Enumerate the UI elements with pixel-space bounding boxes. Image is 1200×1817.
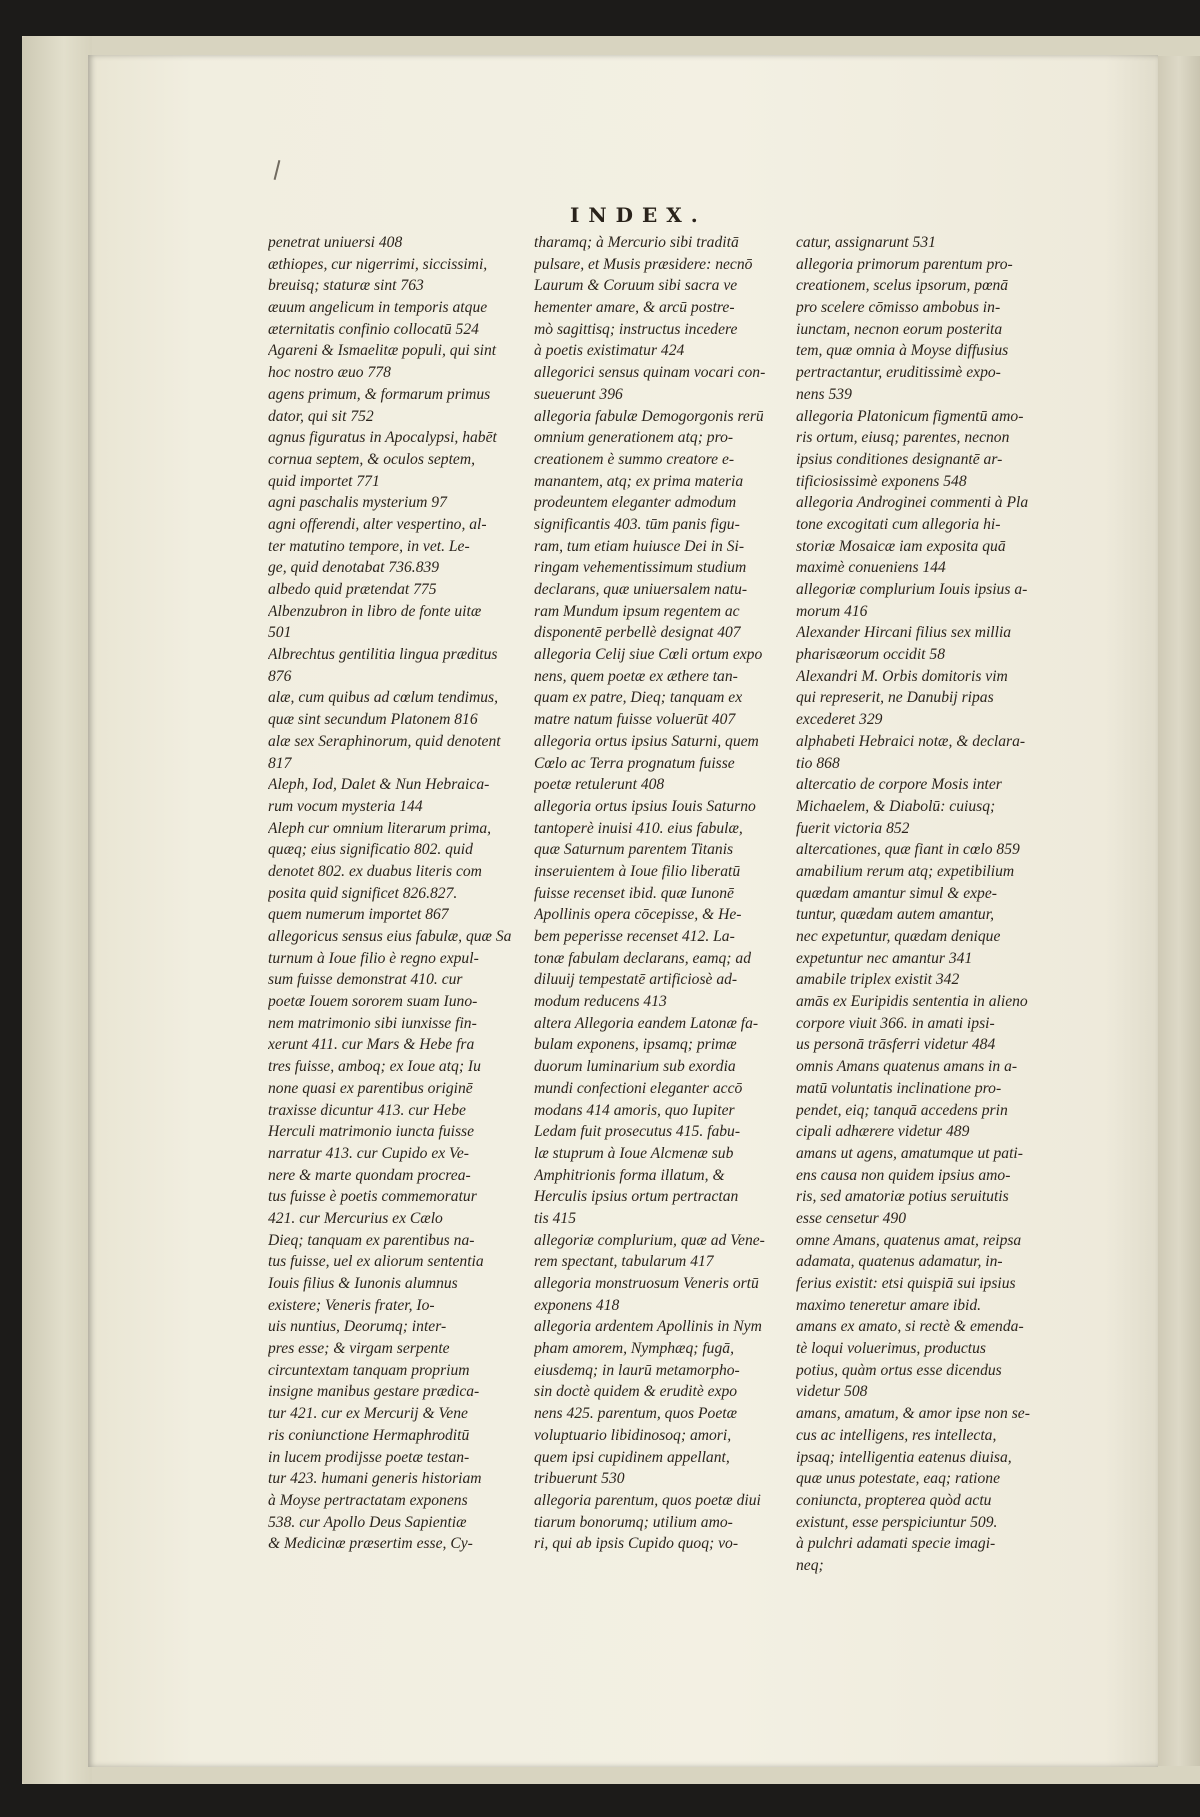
index-line: ringam vehementissimum studium — [534, 559, 747, 577]
index-line: quid importet 771 — [268, 472, 380, 490]
index-line: altercationes, quæ fiant in cœlo 859 — [796, 841, 1020, 859]
index-line: ferius existit: etsi quispiā sui ipsius — [796, 1275, 1016, 1292]
index-line: mò sagittisq; instructus incedere — [534, 320, 738, 338]
index-line: Agareni & Ismaelitæ populi, qui sint — [268, 342, 497, 360]
index-line: pulsare, et Musis præsidere: necnō — [534, 255, 753, 273]
index-line: existunt, esse perspiciuntur 509. — [796, 1513, 998, 1531]
index-line: quem ipsi cupidinem appellant, — [534, 1448, 730, 1466]
index-line: pham amorem, Nymphæq; fugā, — [534, 1340, 734, 1358]
index-line: allegoricus sensus eius fabulæ, quæ Sa — [268, 928, 512, 945]
index-line: modans 414 amoris, quo Iupiter — [534, 1101, 735, 1119]
index-line: Alexander Hircani filius sex millia — [796, 624, 1012, 642]
index-line: tus fuisse è poetis commemoratur — [268, 1188, 477, 1206]
index-line: inseruientem à Ioue filio liberatū — [534, 862, 741, 880]
index-line: poetæ retulerunt 408 — [534, 776, 665, 794]
index-line: maximo teneretur amare ibid. — [796, 1296, 982, 1314]
index-line: allegoria primorum parentum pro- — [796, 255, 1013, 273]
index-line: nere & marte quondam procrea- — [268, 1166, 471, 1184]
index-line: exponens 418 — [534, 1296, 620, 1314]
index-line: denotet 802. ex duabus literis com — [268, 862, 482, 880]
index-line: penetrat uniuersi 408 — [268, 234, 403, 251]
index-line: xerunt 411. cur Mars & Hebe fra — [268, 1036, 475, 1054]
index-line: agni offerendi, alter vespertino, al- — [268, 515, 487, 533]
index-line: significantis 403. tūm panis figu- — [534, 515, 740, 533]
index-line: breuisq; staturæ sint 763 — [268, 277, 424, 295]
index-line: 817 — [268, 754, 292, 772]
index-line: tis 415 — [534, 1209, 577, 1227]
index-line: bulam exponens, ipsamq; primæ — [534, 1036, 737, 1054]
facing-page-edge — [1158, 56, 1200, 1766]
index-line: allegoria ardentem Apollinis in Nym — [534, 1318, 762, 1336]
index-line: sum fuisse demonstrat 410. cur — [268, 971, 463, 989]
index-line: ter matutino tempore, in vet. Le- — [268, 537, 470, 555]
index-line: alæ, cum quibus ad cœlum tendimus, — [268, 689, 499, 707]
index-line: nens, quem poetæ ex æthere tan- — [534, 667, 738, 685]
index-line: æuum angelicum in temporis atque — [268, 299, 488, 317]
index-line: traxisse dicuntur 413. cur Hebe — [268, 1101, 466, 1119]
index-line: nens 425. parentum, quos Poetæ — [534, 1405, 737, 1423]
index-line: qui represerit, ne Danubij ripas — [796, 689, 994, 707]
index-column-middle — [534, 232, 780, 1555]
index-line: disponentē perbellè designat 407 — [534, 624, 741, 642]
index-line: læ stuprum à Ioue Alcmenæ sub — [534, 1144, 734, 1162]
index-line: albedo quid prætendat 775 — [268, 581, 437, 598]
index-line: esse censetur 490 — [796, 1209, 906, 1227]
index-line: creationem è summo creatore e- — [534, 450, 735, 468]
index-line: tur 423. humani generis historiam — [268, 1470, 482, 1488]
index-line: tribuerunt 530 — [534, 1470, 625, 1488]
index-line: tus fuisse, uel ex aliorum sententia — [268, 1253, 484, 1271]
index-line: allegoria ortus ipsius Iouis Saturno — [534, 797, 756, 815]
index-line: ri, qui ab ipsis Cupido quoq; vo- — [534, 1535, 739, 1553]
index-line: Iouis filius & Iunonis alumnus — [268, 1275, 458, 1292]
index-line: agni paschalis mysterium 97 — [268, 494, 447, 512]
index-line: hementer amare, & arcū postre- — [534, 299, 735, 317]
index-line: Albrechtus gentilitia lingua præditus — [268, 646, 498, 664]
index-line: Apollinis opera cōcepisse, & He- — [534, 906, 742, 924]
index-line: sueuerunt 396 — [534, 385, 623, 403]
index-line: Cœlo ac Terra prognatum fuisse — [534, 754, 735, 772]
index-line: matū voluntatis inclinatione pro- — [796, 1079, 1002, 1097]
index-line: bem peperisse recenset 412. La- — [534, 928, 735, 945]
index-line: circuntextam tanquam proprium — [268, 1361, 470, 1379]
index-line: sin doctè quidem & eruditè expo — [534, 1383, 738, 1401]
index-line: quæ sint secundum Platonem 816 — [268, 711, 478, 729]
index-line: uis nuntius, Deorumq; inter- — [268, 1318, 447, 1336]
index-line: à poetis existimatur 424 — [534, 342, 685, 360]
index-column-right — [796, 232, 1044, 1577]
index-line: voluptuario libidinosoq; amori, — [534, 1426, 732, 1444]
index-line: prodeuntem eleganter admodum — [534, 494, 737, 512]
index-line: Aleph, Iod, Dalet & Nun Hebraica- — [268, 776, 490, 794]
index-line: fuerit victoria 852 — [796, 819, 910, 837]
index-line: diluuij tempestatē artificiosè ad- — [534, 971, 738, 989]
index-line: pertractantur, eruditissimè expo- — [796, 364, 1001, 382]
index-line: ris, sed amatoriæ potius seruitutis — [796, 1188, 1009, 1206]
index-line: 501 — [268, 624, 292, 642]
index-line: altercatio de corpore Mosis inter — [796, 776, 1002, 794]
index-line: ram Mundum ipsum regentem ac — [534, 602, 740, 620]
index-line: neq; — [796, 1556, 824, 1574]
index-line: agnus figuratus in Apocalypsi, habēt — [268, 429, 497, 447]
index-line: Dieq; tanquam ex parentibus na- — [268, 1231, 475, 1249]
index-line: pendet, eiq; tanquā accedens prin — [796, 1101, 1008, 1119]
index-line: nens 539 — [796, 385, 852, 403]
index-line: pharisæorum occidit 58 — [796, 646, 946, 664]
index-line: allegoriæ complurium, quæ ad Vene- — [534, 1231, 765, 1249]
index-line: tantoperè inuisi 410. eius fabulæ, — [534, 819, 743, 837]
index-line: ram, tum etiam huiusce Dei in Si- — [534, 537, 745, 555]
index-line: maximè conueniens 144 — [796, 559, 946, 577]
index-line: tone excogitati cum allegoria hi- — [796, 515, 1001, 533]
index-line: tio 868 — [796, 754, 840, 772]
index-line: tiarum bonorumq; utilium amo- — [534, 1513, 733, 1531]
index-line: tè loqui voluerimus, productus — [796, 1340, 986, 1358]
index-line: amans ex amato, si rectè & emenda- — [796, 1318, 1024, 1336]
index-line: allegoria monstruosum Veneris ortū — [534, 1275, 759, 1292]
index-line: amans, amatum, & amor ipse non se- — [796, 1405, 1030, 1423]
index-line: hoc nostro æuo 778 — [268, 364, 391, 382]
index-line: fuisse recenset ibid. quæ Iunonē — [534, 884, 734, 902]
index-line: matre natum fuisse voluerūt 407 — [534, 711, 736, 729]
index-line: tuntur, quædam autem amantur, — [796, 906, 994, 924]
index-line: nec expetuntur, quædam denique — [796, 928, 1001, 945]
index-line: agens primum, & formarum primus — [268, 385, 491, 403]
index-line: adamata, quatenus adamatur, in- — [796, 1253, 1003, 1271]
index-line: allegoria fabulæ Demogorgonis rerū — [534, 407, 764, 425]
index-line: posita quid significet 826.827. — [268, 884, 458, 902]
index-line: narratur 413. cur Cupido ex Ve- — [268, 1144, 469, 1162]
index-line: quæ unus potestate, eaq; ratione — [796, 1470, 1000, 1488]
index-line: Herculi matrimonio iuncta fuisse — [268, 1123, 475, 1141]
index-line: quem numerum importet 867 — [268, 906, 449, 924]
index-line: none quasi ex parentibus originē — [268, 1079, 473, 1097]
index-line: morum 416 — [796, 602, 868, 620]
index-line: corpore viuit 366. in amati ipsi- — [796, 1014, 995, 1032]
index-line: amabilium rerum atq; expetibilium — [796, 862, 1015, 880]
index-line: omnis Amans quatenus amans in a- — [796, 1058, 1018, 1076]
page-header: INDEX. — [570, 203, 707, 227]
index-line: cipali adhærere videtur 489 — [796, 1123, 970, 1141]
index-line: duorum luminarium sub exordia — [534, 1058, 736, 1076]
index-line: æthiopes, cur nigerrimi, siccissimi, — [268, 255, 488, 273]
index-line: altera Allegoria eandem Latonæ fa- — [534, 1014, 759, 1032]
index-line: ge, quid denotabat 736.839 — [268, 559, 440, 577]
index-line: Amphitrionis forma illatum, & — [534, 1166, 725, 1184]
index-line: mundi confectioni eleganter accō — [534, 1079, 743, 1097]
index-line: coniuncta, propterea quòd actu — [796, 1491, 992, 1509]
index-line: & Medicinæ præsertim esse, Cy- — [268, 1535, 473, 1553]
index-line: ris ortum, eiusq; parentes, necnon — [796, 429, 1010, 447]
index-line: alæ sex Seraphinorum, quid denotent — [268, 732, 501, 750]
index-line: allegoria ortus ipsius Saturni, quem — [534, 732, 759, 750]
index-line: allegoriæ complurium Iouis ipsius a- — [796, 581, 1028, 598]
index-line: pro scelere cōmisso ambobus in- — [796, 299, 1001, 317]
index-line: allegoria Androginei commenti à Pla — [796, 494, 1029, 512]
book-binding-edge — [22, 36, 92, 1784]
index-line: allegoria Platonicum figmentū amo- — [796, 407, 1024, 425]
index-line: tonæ fabulam declarans, eamq; ad — [534, 949, 751, 967]
index-line: amabile triplex existit 342 — [796, 971, 960, 989]
index-line: Albenzubron in libro de fonte uitæ — [268, 602, 482, 620]
index-line: expetuntur nec amantur 341 — [796, 949, 973, 967]
index-line: quæq; eius significatio 802. quid — [268, 841, 473, 859]
index-line: omne Amans, quatenus amat, reipsa — [796, 1231, 1022, 1249]
index-line: eiusdemq; in laurū metamorpho- — [534, 1361, 740, 1379]
index-line: creationem, scelus ipsorum, pœnā — [796, 277, 1009, 295]
index-line: us personā trāsferri videtur 484 — [796, 1036, 996, 1054]
index-line: allegorici sensus quinam vocari con- — [534, 364, 766, 382]
index-line: ipsaq; intelligentia eatenus diuisa, — [796, 1448, 1012, 1466]
index-line: à Moyse pertractatam exponens — [268, 1491, 468, 1509]
index-line: tharamq; à Mercurio sibi traditā — [534, 234, 739, 251]
index-line: ris coniunctione Hermaphroditū — [268, 1426, 470, 1444]
index-line: à pulchri adamati specie imagi- — [796, 1535, 996, 1553]
index-line: quam ex patre, Dieq; tanquam ex — [534, 689, 743, 707]
index-line: amans ut agens, amatumque ut pati- — [796, 1144, 1023, 1162]
index-line: pres esse; & virgam serpente — [268, 1340, 450, 1358]
index-line: manantem, atq; ex prima materia — [534, 472, 744, 490]
index-line: in lucem prodijsse poetæ testan- — [268, 1448, 470, 1466]
index-line: tur 421. cur ex Mercurij & Vene — [268, 1405, 468, 1423]
index-line: amās ex Euripidis sententia in alieno — [796, 993, 1028, 1011]
index-line: potius, quàm ortus esse dicendus — [796, 1361, 1002, 1379]
index-line: 538. cur Apollo Deus Sapientiæ — [268, 1513, 467, 1531]
index-line: alphabeti Hebraici notæ, & declara- — [796, 732, 1026, 750]
index-line: Ledam fuit prosecutus 415. fabu- — [534, 1123, 741, 1141]
index-line: Laurum & Coruum sibi sacra ve — [534, 277, 738, 295]
index-column-left — [268, 232, 516, 1555]
index-line: Aleph cur omnium literarum prima, — [268, 819, 492, 837]
index-line: 421. cur Mercurius ex Cælo — [268, 1209, 443, 1227]
index-line: 876 — [268, 667, 292, 685]
index-line: Herculis ipsius ortum pertractan — [534, 1188, 739, 1206]
index-line: videtur 508 — [796, 1383, 868, 1401]
index-line: Alexandri M. Orbis domitoris vim — [796, 667, 1008, 685]
index-line: poetæ Iouem sororem suam Iuno- — [268, 993, 478, 1011]
index-line: rem spectant, tabularum 417 — [534, 1253, 714, 1271]
index-line: quædam amantur simul & expe- — [796, 884, 997, 902]
index-line: allegoria parentum, quos poetæ diui — [534, 1491, 761, 1509]
index-line: turnum à Ioue filio è regno expul- — [268, 949, 479, 967]
index-line: allegoria Celij siue Cœli ortum expo — [534, 646, 763, 664]
index-line: iunctam, necnon eorum posterita — [796, 320, 1003, 338]
index-line: quæ Saturnum parentem Titanis — [534, 841, 734, 859]
index-line: existere; Veneris frater, Io- — [268, 1296, 435, 1314]
index-line: ipsius conditiones designantē ar- — [796, 450, 1003, 468]
index-line: storiæ Mosaicæ iam exposita quā — [796, 537, 1006, 555]
index-line: rum vocum mysteria 144 — [268, 797, 423, 815]
index-line: excederet 329 — [796, 711, 883, 729]
index-line: modum reducens 413 — [534, 993, 667, 1011]
index-line: catur, assignarunt 531 — [796, 234, 936, 251]
index-line: cus ac intelligens, res intellecta, — [796, 1426, 997, 1444]
index-line: omnium generationem atq; pro- — [534, 429, 734, 447]
index-line: dator, qui sit 752 — [268, 407, 374, 425]
index-line: tificiosissimè exponens 548 — [796, 472, 967, 490]
index-line: tem, quæ omnia à Moyse diffusius — [796, 342, 1009, 360]
index-line: insigne manibus gestare prædica- — [268, 1383, 480, 1401]
index-line: Michaelem, & Diabolū: cuiusq; — [796, 797, 996, 815]
index-line: tres fuisse, amboq; ex Ioue atq; Iu — [268, 1058, 481, 1076]
index-line: æternitatis confinio collocatū 524 — [268, 320, 479, 338]
index-line: declarans, quæ uniuersalem natu- — [534, 581, 748, 598]
index-line: nem matrimonio sibi iunxisse fin- — [268, 1014, 477, 1032]
index-line: cornua septem, & oculos septem, — [268, 450, 476, 468]
index-line: ens causa non quidem ipsius amo- — [796, 1166, 1011, 1184]
